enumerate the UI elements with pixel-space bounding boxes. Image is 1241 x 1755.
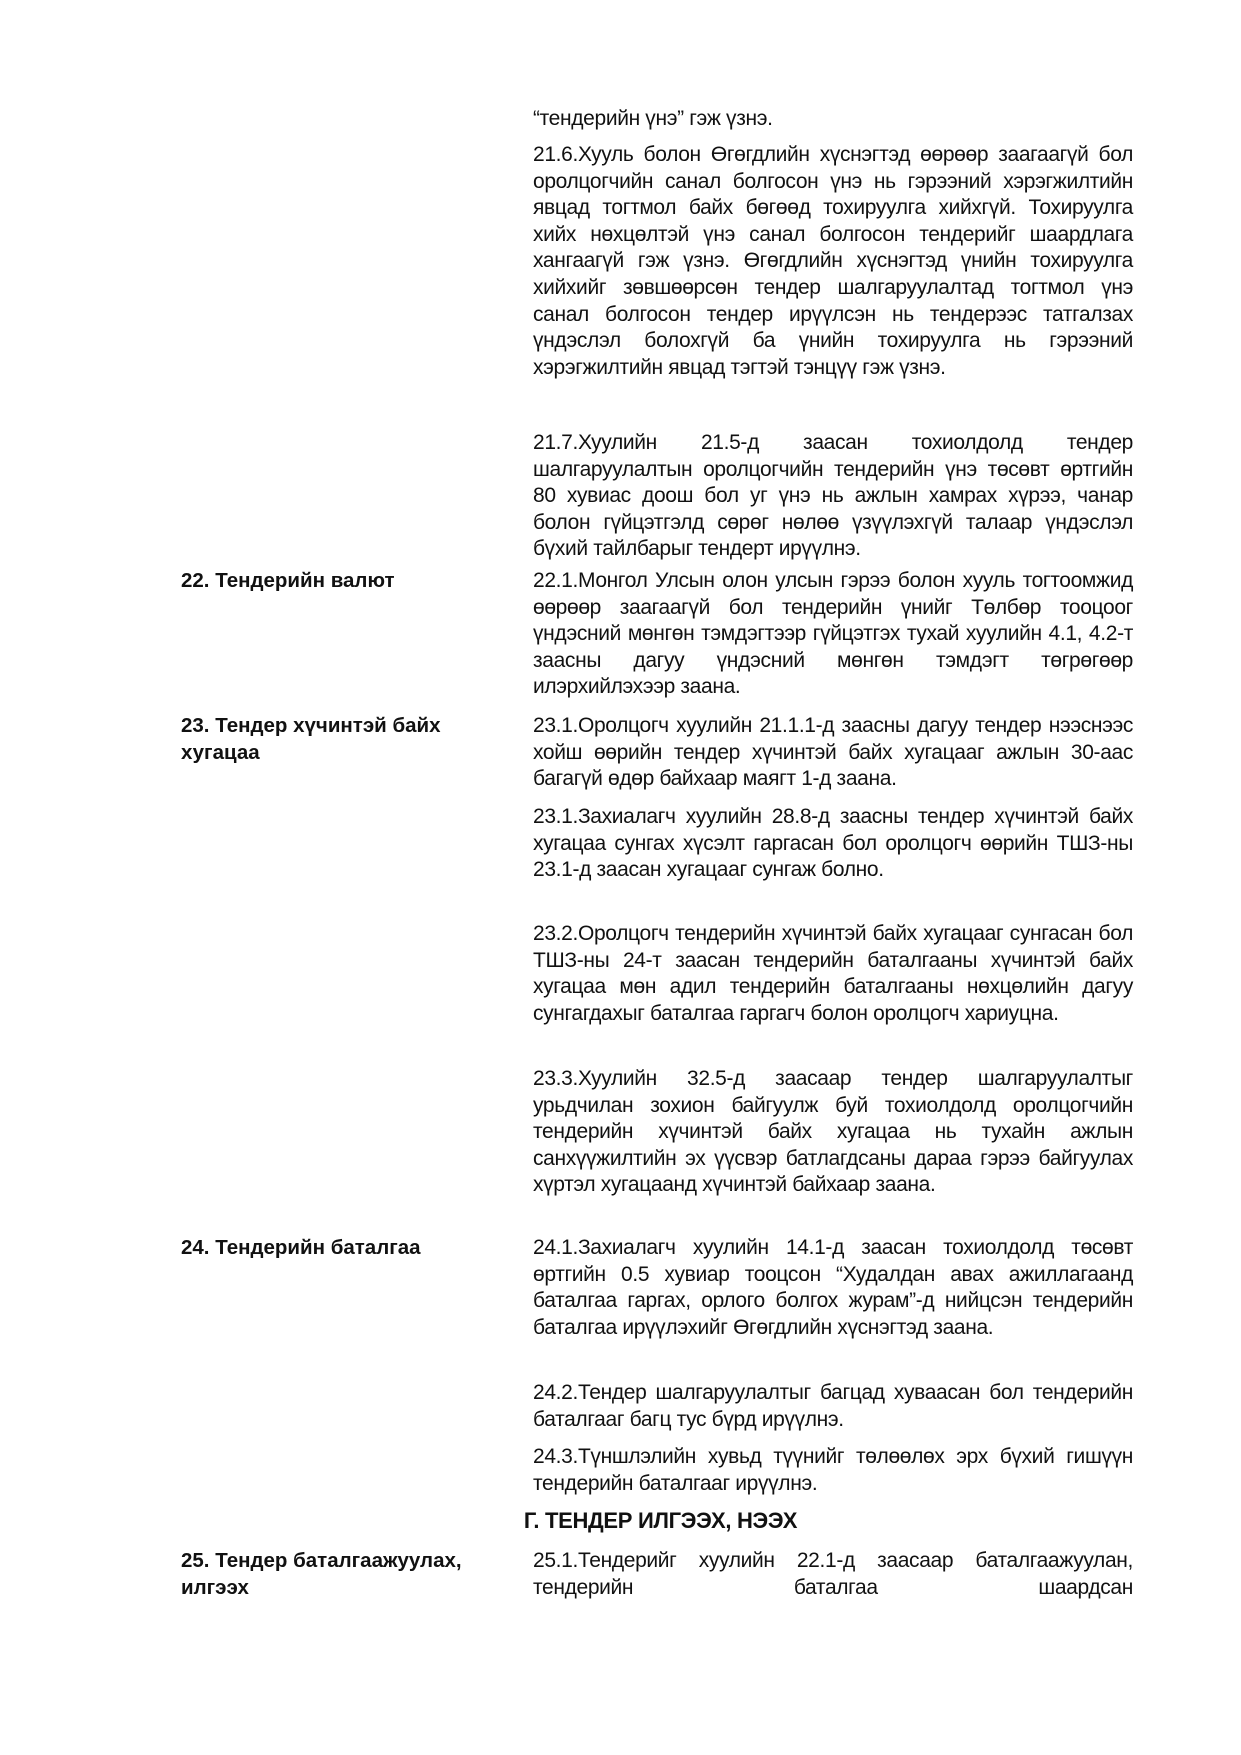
clause-24-3: 24.3.Түншлэлийн хувьд түүнийг төлөөлөх эрх бүхий гишүүн тендерийн баталгааг ирүүлнэ. (533, 1445, 1133, 1495)
clause-25-1 (533, 1548, 1133, 1601)
clause-25-1-text: 25.1.Тендерийг хуулийн 22.1-д заасаар баталгаажуулан, тендерийн баталгаа шаардсан (533, 1549, 1133, 1599)
section-heading-23: 23. Тендер хүчинтэй байх хугацаа (181, 714, 441, 764)
clause-23-3: 23.3.Хуулийн 32.5-д заасаар тендер шалгаруулалтыг урьдчилан зохион байгуулж буй тохиолдолд оролцогчийн тендерийн хүчинтэй байх хугацаа нь тухайн ажлын санхүүжилтийн эх үүсвэр батлагдсаны дараа гэрээ байгуулах хүртэл хугацаанд хүчинтэй байхаар заана. (533, 1067, 1133, 1197)
section-heading-22: 22. Тендерийн валют (181, 569, 395, 592)
clause-23-2: 23.2.Оролцогч тендерийн хүчинтэй байх хугацааг сунгасан бол ТШЗ-ны 24-т заасан тендерийн баталгааны хүчинтэй байх хугацаа мөн адил тендерийн баталгааны нөхцөлийн дагуу сунгагдахыг баталгаа гаргагч болон оролцогч хариуцна. (533, 922, 1133, 1025)
section-heading-25: 25. Тендер баталгаажуулах, илгээх (181, 1549, 462, 1599)
clause-24-2: 24.2.Тендер шалгаруулалтыг багцад хуваасан бол тендерийн баталгааг багц тус бүрд ирүүлнэ. (533, 1381, 1133, 1431)
clause-23-1-b: 23.1.Захиалагч хуулийн 28.8-д заасны тендер хүчинтэй байх хугацаа сунгах хүсэлт гаргасан бол оролцогч өөрийн ТШЗ-ны 23.1-д заасан хугацааг сунгаж болно. (533, 805, 1133, 882)
section-heading-24: 24. Тендерийн баталгаа (181, 1236, 421, 1259)
part-title: Г. ТЕНДЕР ИЛГЭЭХ, НЭЭХ (523, 1508, 798, 1533)
clause-21-6: 21.6.Хууль болон Өгөгдлийн хүснэгтэд өөрөөр заагаагүй бол оролцогчийн санал болгосон үнэ нь гэрээний хэрэгжилтийн явцад тогтмол байх бөгөөд тохируулга хийхгүй. Тохируулга хийх нөхцөлтэй үнэ санал болгосон тендерийг шаардлага хангаагүй гэж үзнэ. Өгөгдлийн хүснэгтэд үнийн тохируулга хийхийг зөвшөөрсөн тендер шалгаруулалтад тогтмол үнэ санал болгосон тендер ирүүлсэн нь тендерээс татгалзах үндэслэл болохгүй ба үнийн тохируулга нь гэрээний хэрэгжилтийн явцад тэгтэй тэнцүү гэж үзнэ. (533, 143, 1133, 379)
clause-23-1-a: 23.1.Оролцогч хуулийн 21.1.1-д заасны дагуу тендер нээснээс хойш өөрийн тендер хүчинтэй байх хугацааг ажлын 30-аас багагүй өдөр байхаар маягт 1-д заана. (533, 714, 1133, 791)
continuation-text: “тендерийн үнэ” гэж үзнэ. (533, 107, 773, 130)
clause-21-7: 21.7.Хуулийн 21.5-д заасан тохиолдолд тендер шалгаруулалтын оролцогчийн тендерийн үнэ төсөвт өртгийн 80 хувиас доош бол уг үнэ нь ажлын хамрах хүрээ, чанар болон гүйцэтгэлд сөрөг нөлөө үзүүлэхгүй талаар үндэслэл бүхий тайлбарыг тендерт ирүүлнэ. (533, 431, 1133, 561)
clause-24-1: 24.1.Захиалагч хуулийн 14.1-д заасан тохиолдолд төсөвт өртгийн 0.5 хувиар тооцсон “Худалдан авах ажиллагаанд баталгаа гаргах, орлого болгох журам”-д нийцсэн тендерийн баталгаа ирүүлэхийг Өгөгдлийн хүснэгтэд заана. (533, 1236, 1133, 1339)
clause-22-1: 22.1.Монгол Улсын олон улсын гэрээ болон хууль тогтоомжид өөрөөр заагаагүй бол тендерийн үнийг Төлбөр тооцоог үндэсний мөнгөн тэмдэгтээр гүйцэтгэх тухай хуулийн 4.1, 4.2-т заасны дагуу үндэсний мөнгөн тэмдэгт төгрөгөөр илэрхийлэхээр заана. (533, 569, 1133, 699)
